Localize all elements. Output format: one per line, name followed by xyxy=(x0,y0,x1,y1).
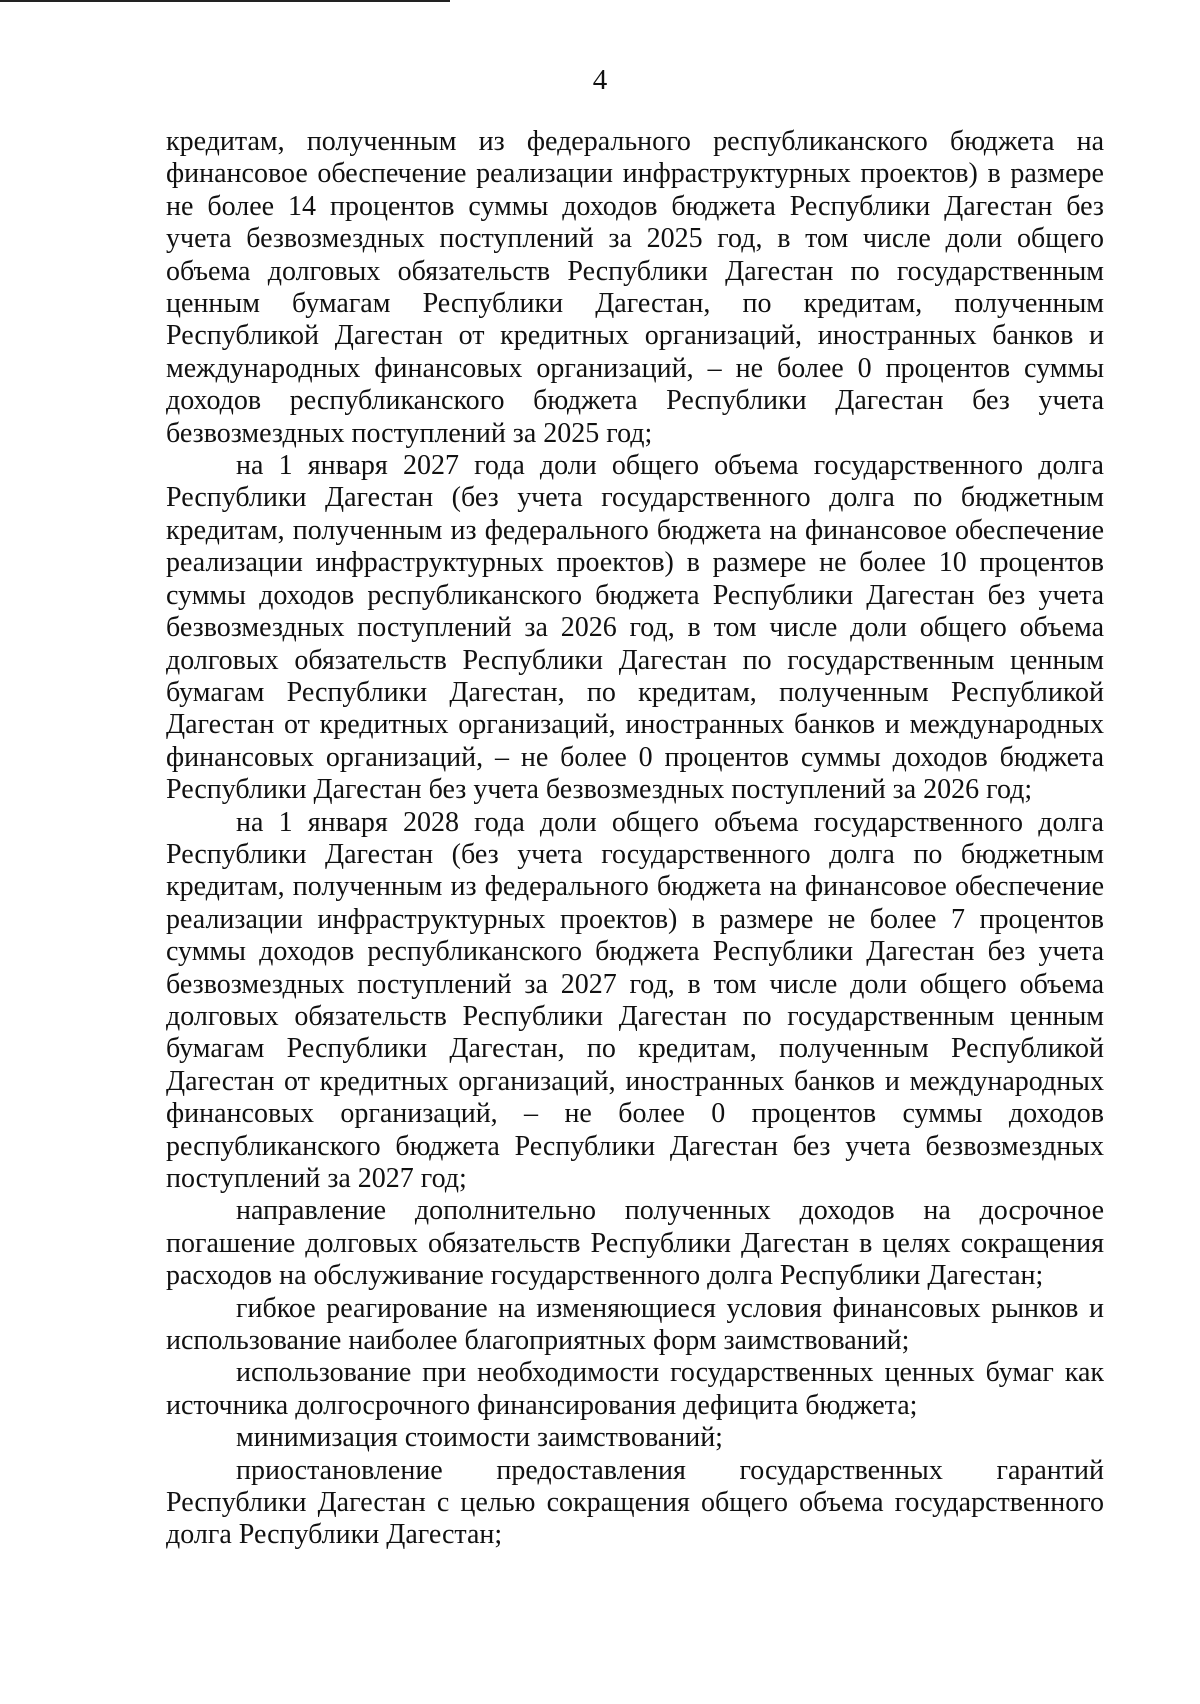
paragraph-2027-debt-limit: на 1 января 2027 года доли общего объема государственного долга Республики Дагестан (без учета государственного долга по бюджетным кредитам, полученным из федерального бюджета на финансовое обеспечение реализации инфраструктурных проектов) в размере не более 10 процентов суммы доходов республиканского бюджета Республики Дагестан без учета безвозмездных поступлений за 2026 год, в том числе доли общего объема долговых обязательств Республики Дагестан по государственным ценным бумагам Республики Дагестан, по кредитам, полученным Республикой Дагестан от кредитных организаций, иностранных банков и международных финансовых организаций, – не более 0 процентов суммы доходов бюджета Республики Дагестан без учета безвозмездных поступлений за 2026 год; xyxy=(166,450,1104,806)
document-body xyxy=(166,126,1104,1552)
paragraph-cost-minimization: минимизация стоимости заимствований; xyxy=(236,1422,723,1454)
paragraph-guarantee-suspension: приостановление предоставления государственных гарантий Республики Дагестан с целью сокращения общего объема государственного долга Республики Дагестан; xyxy=(166,1454,1104,1551)
paragraph-continuation: кредитам, полученным из федерального республиканского бюджета на финансовое обеспечение реализации инфраструктурных проектов) в размере не более 14 процентов суммы доходов бюджета Республики Дагестан без учета безвозмездных поступлений за 2025 год, в том числе доли общего объема долговых обязательств Республики Дагестан по государственным ценным бумагам Республики Дагестан, по кредитам, полученным Республикой Дагестан от кредитных организаций, иностранных банков и международных финансовых организаций, – не более 0 процентов суммы доходов республиканского бюджета Республики Дагестан без учета безвозмездных поступлений за 2025 год; xyxy=(166,126,1104,449)
paragraph-early-repayment: направление дополнительно полученных доходов на досрочное погашение долговых обязательств Республики Дагестан в целях сокращения расходов на обслуживание государственного долга Республики Дагестан; xyxy=(166,1195,1104,1292)
paragraph-securities-use: использование при необходимости государственных ценных бумаг как источника долгосрочного финансирования дефицита бюджета; xyxy=(166,1357,1104,1421)
page-number: 4 xyxy=(592,64,608,96)
scan-edge-line xyxy=(0,0,450,2)
paragraph-2028-debt-limit: на 1 января 2028 года доли общего объема государственного долга Республики Дагестан (без учета государственного долга по бюджетным кредитам, полученным из федерального бюджета на финансовое обеспечение реализации инфраструктурных проектов) в размере не более 7 процентов суммы доходов республиканского бюджета Республики Дагестан без учета безвозмездных поступлений за 2027 год, в том числе доли общего объема долговых обязательств Республики Дагестан по государственным ценным бумагам Республики Дагестан, по кредитам, полученным Республикой Дагестан от кредитных организаций, иностранных банков и международных финансовых организаций, – не более 0 процентов суммы доходов республиканского бюджета Республики Дагестан без учета безвозмездных поступлений за 2027 год; xyxy=(166,806,1104,1194)
paragraph-flexible-response: гибкое реагирование на изменяющиеся условия финансовых рынков и использование наиболее благоприятных форм заимствований; xyxy=(166,1292,1104,1357)
